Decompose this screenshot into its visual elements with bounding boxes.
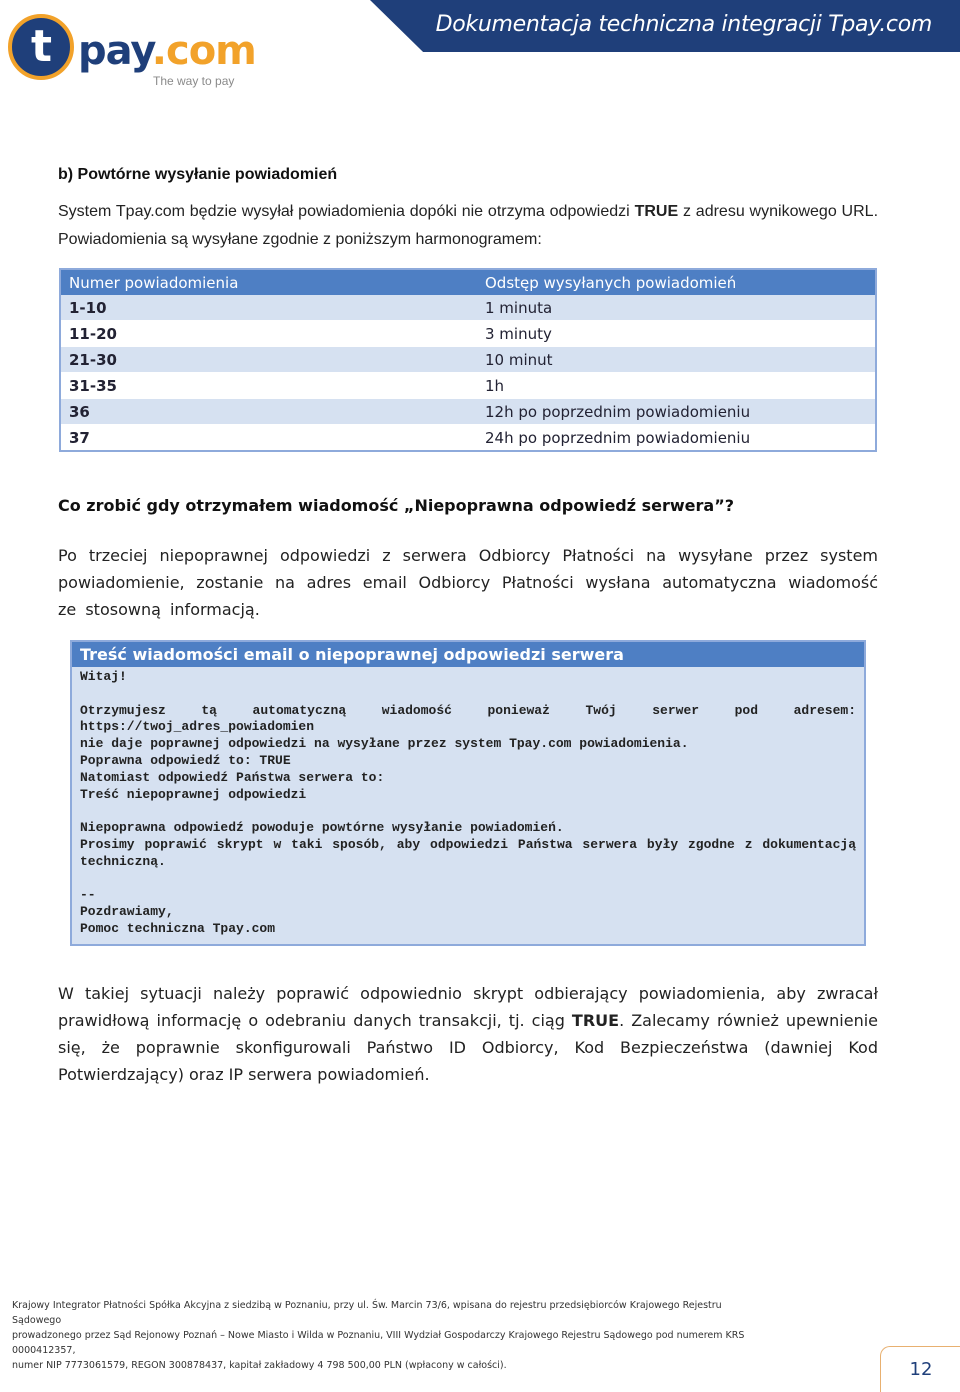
row-interval: 1h [477,373,876,399]
logo-wordmark [78,28,256,74]
email-signature: Pozdrawiamy, [80,904,174,920]
email-signature: Pomoc techniczna Tpay.com [80,920,276,936]
row-number: 21-30 [60,347,477,373]
logo-pay: pay [78,28,152,74]
table-row [60,373,876,399]
page-number: 12 [909,1359,933,1380]
page-number-box [880,1346,960,1392]
row-interval: 24h po poprzednim powiadomieniu [477,425,876,452]
intro-text-2: z adresu wynikowego URL. Powiadomienia są wysyłane zgodnie z poniższym harmonogramem: [58,203,879,248]
closing-text-2: . Zalecamy również upewnienie się, że poprawnie skonfigurowali Państwo ID Odbiorcy, Kod Bezpieczeństwa (dawniej Kod Potwierdzający) oraz IP serwera powiadomień. [58,1011,878,1084]
footer-line: Krajowy Integrator Płatności Spółka Akcyjna z siedzibą w Poznaniu, przy ul. Św. Marcin 73/6, wpisana do rejestru przedsiębiorców Krajowego Rejestru Sądowego [12,1300,722,1326]
schedule-col-interval: Odstęp wysyłanych powiadomień [477,269,876,295]
table-row [60,399,876,425]
closing-paragraph [58,980,878,1088]
intro-text-1: System Tpay.com będzie wysyłał powiadomienia dopóki nie otrzyma odpowiedzi [58,203,635,220]
email-line: Poprawna odpowiedź to: TRUE [80,752,291,768]
schedule-header-row [60,269,876,295]
row-interval: 12h po poprzednim powiadomieniu [477,399,876,425]
logo-tagline: The way to pay [153,74,235,88]
logo-com: .com [151,28,256,74]
table-row [60,425,876,452]
row-number: 36 [60,399,477,425]
page-footer [12,1298,772,1373]
page-header [0,0,960,100]
footer-line: numer NIP 7773061579, REGON 300878437, kapitał zakładowy 4 798 500,00 PLN (wpłacony w całości). [12,1360,507,1371]
intro-paragraph [58,198,878,254]
schedule-col-number: Numer powiadomienia [60,269,477,295]
doc-title: Dokumentacja techniczna integracji Tpay.com [435,12,932,37]
logo-letter: t [31,21,53,72]
email-line: Natomiast odpowiedź Państwa serwera to: [80,769,385,785]
schedule-table [59,268,877,452]
closing-text-1: W takiej sytuacji należy poprawić odpowiednio skrypt odbierający powiadomienia, aby zwracał prawidłową informację o odebraniu danych transakcji, tj. ciąg [58,984,878,1030]
row-number: 11-20 [60,321,477,347]
email-line: Otrzymujesz tą automatyczną wiadomość ponieważ Twój serwer pod adresem: https://twoj_adres_powiadomien [80,702,856,735]
email-line: Prosimy poprawić skrypt w taki sposób, aby odpowiedzi Państwa serwera były zgodne z dokumentacją techniczną. [80,836,856,869]
email-line: nie daje poprawnej odpowiedzi na wysyłane przez system Tpay.com powiadomienia. [80,736,689,752]
row-interval: 10 minut [477,347,876,373]
email-box-title: Treść wiadomości email o niepoprawnej odpowiedzi serwera [72,642,864,667]
email-line: Niepoprawna odpowiedź powoduje powtórne wysyłanie powiadomień. [80,820,564,836]
table-row [60,347,876,373]
intro-bold: TRUE [634,203,679,220]
email-line: Treść niepoprawnej odpowiedzi [80,786,307,802]
row-number: 1-10 [60,295,477,321]
row-interval: 1 minuta [477,295,876,321]
section-heading: b) Powtórne wysyłanie powiadomień [58,166,338,183]
row-interval: 3 minuty [477,321,876,347]
logo-circle-icon [8,14,74,80]
row-number: 37 [60,425,477,452]
email-greeting: Witaj! [80,669,127,684]
closing-bold: TRUE [571,1011,620,1030]
row-number: 31-35 [60,373,477,399]
tpay-logo [8,10,258,92]
email-template-box [70,640,866,946]
question-paragraph: Po trzeciej niepoprawnej odpowiedzi z serwera Odbiorcy Płatności na wysyłane przez system powiadomienie, zostanie na adres email Odbiorcy Płatności wysłana automatyczna wiadomość ze stosowną informacją. [58,546,878,619]
table-row [60,321,876,347]
email-signature-separator: -- [80,887,96,903]
question-heading: Co zrobić gdy otrzymałem wiadomość „Niepoprawna odpowiedź serwera”? [58,496,735,515]
footer-line: prowadzonego przez Sąd Rejonowy Poznań – Nowe Miasto i Wilda w Poznaniu, VIII Wydział Gospodarczy Krajowego Rejestru Sądowego pod numerem KRS 0000412357, [12,1330,745,1356]
email-box-body [72,667,864,944]
table-row [60,295,876,321]
